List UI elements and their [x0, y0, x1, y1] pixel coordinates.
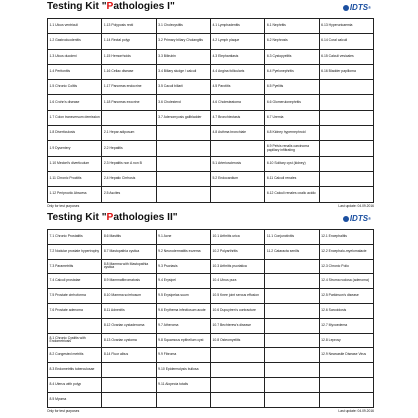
pathology-cell: 3.3 Bilirubin — [156, 49, 210, 64]
pathology-cell: 10.2 Polyarthritis — [210, 244, 264, 259]
pathology-cell: 1.7 Colon transversum demission — [48, 110, 102, 125]
pathology-cell: 1.9 Dysentery — [48, 141, 102, 156]
pathology-cell: 9.1 Acne — [156, 230, 210, 245]
pathology-cell: 6.11 Calculi renales — [265, 171, 319, 186]
pathology-cell: 10.5 Knee joint serous effusion — [210, 289, 264, 304]
pathology-cell: 10.3 Arthritis psoriatica — [210, 259, 264, 274]
pathology-cell: 4.4 Angina follicularis — [210, 64, 264, 79]
pathology-cell: 8.4 Uterus with polyp — [48, 377, 102, 392]
pathology-cell: 10.6 Dupuytren's contracture — [210, 303, 264, 318]
pathology-cell: 8.7 Mastopathia cystica — [102, 244, 156, 259]
empty-cell — [319, 363, 373, 378]
table-row — [48, 289, 374, 304]
pathology-cell: 6.14 Coral calculi — [319, 34, 373, 49]
pathology-cell: 1.10 Meckel's diverticulum — [48, 156, 102, 171]
empty-cell — [265, 303, 319, 318]
pathology-cell: 12.2 Encephalo-myelomalacie — [319, 244, 373, 259]
table-row — [48, 34, 374, 49]
pathology-cell: 6.5 Pyelitis — [265, 80, 319, 95]
pathology-cell: 8.5 Myoma — [48, 392, 102, 407]
pathology-cell: 10.4 Ulnus pura — [210, 274, 264, 289]
idts-logo — [343, 3, 371, 12]
empty-cell — [319, 156, 373, 171]
pathology-cell: 1.6 Crohn's disease — [48, 95, 102, 110]
empty-cell — [319, 110, 373, 125]
empty-cell — [156, 126, 210, 141]
title-text: athologies I" — [113, 1, 175, 12]
pathology-cell: 7.5 Prostate cirrhoforma — [48, 289, 102, 304]
table-row — [48, 95, 374, 110]
sheet-header — [47, 0, 374, 14]
pathology-cell: 9.9 Fibroma — [156, 348, 210, 363]
pathology-cell: 2.2 Hepatitis — [102, 141, 156, 156]
pathology-cell: 3.1 Cholecystitis — [156, 19, 210, 34]
pathology-cell: 6.3 Cystopyelitis — [265, 49, 319, 64]
pathology-cell: 7.3 Parametritis — [48, 259, 102, 274]
pathology-cell: 4.1 Lymphadenitis — [210, 19, 264, 34]
pathology-cell: 12.7 Myxoedema — [319, 318, 373, 333]
table-row — [48, 171, 374, 186]
footer-note: Only for test purposes — [47, 203, 80, 208]
table-row — [48, 110, 374, 125]
table-row — [48, 80, 374, 95]
pathology-cell: 8.13 Ovarian cystoma — [102, 333, 156, 348]
testing-kit-pathologies-i — [47, 0, 374, 209]
empty-cell — [265, 333, 319, 348]
pathology-cell: 1.4 Peritonitis — [48, 64, 102, 79]
pathology-cell: 1.11 Chronic Proctitis — [48, 171, 102, 186]
pathology-cell: 4.3 Elephantiasis — [210, 49, 264, 64]
pathology-cell: 6.2 Nephrosis — [265, 34, 319, 49]
empty-cell — [265, 363, 319, 378]
pathology-cell: 10.8 Osteomyelitis — [210, 333, 264, 348]
empty-cell — [156, 141, 210, 156]
pathology-cell: 9.2 Neurodermatitis eczema — [156, 244, 210, 259]
pathology-cell: 8.11 Adnexitis — [102, 303, 156, 318]
pathology-cell: 9.8 Squamous epithelium cyst — [156, 333, 210, 348]
table-row — [48, 318, 374, 333]
logo-text: IDTS — [349, 214, 369, 223]
pathology-cell: 11.2 Cataracta senilis — [265, 244, 319, 259]
pathology-cell: 9.4 Erysipel — [156, 274, 210, 289]
pathology-cell: 3.6 Cholesterol — [156, 95, 210, 110]
empty-cell — [319, 187, 373, 202]
table-row — [48, 244, 374, 259]
pathology-cell: 2.3 Hepatitis non A non B — [102, 156, 156, 171]
pathology-cell: 8.6 Mastitis — [102, 230, 156, 245]
pathology-cell: 7.2 Nodular prostate hypertrophy — [48, 244, 102, 259]
registered-mark: ® — [368, 216, 371, 221]
empty-cell — [319, 171, 373, 186]
pathology-cell: 1.16 Celiac disease — [102, 64, 156, 79]
pathology-table — [47, 18, 374, 203]
pathology-cell: 8.1 Chronic Cystitis with Endometriosis — [48, 333, 102, 348]
pathology-cell: 4.8 Asthma bronchiale — [210, 126, 264, 141]
table-row — [48, 187, 374, 202]
pathology-cell: 1.14 Rectal polyp — [102, 34, 156, 49]
pathology-cell: 12.4 Struma nodosa (adenoma) — [319, 274, 373, 289]
pathology-cell: 1.5 Chronic Colitis — [48, 80, 102, 95]
pathology-cell: 5.2 Endocardium — [210, 171, 264, 186]
pathology-cell: 1.12 Periproctic Abscess — [48, 187, 102, 202]
empty-cell — [319, 95, 373, 110]
pathology-cell: 2.5 Ascites — [102, 187, 156, 202]
empty-cell — [319, 377, 373, 392]
pathology-cell: 9.3 Psoriasis — [156, 259, 210, 274]
pathology-cell: 3.5 Caculi biliarii — [156, 80, 210, 95]
pathology-table — [47, 229, 374, 408]
empty-cell — [265, 348, 319, 363]
pathology-cell: 7.4 Calculi prostatae — [48, 274, 102, 289]
sheet-title — [47, 0, 175, 14]
pathology-cell: 12.1 Encephalitis — [319, 230, 373, 245]
pathology-cell: 4.2 Lymph plaque — [210, 34, 264, 49]
table-row — [48, 126, 374, 141]
sheet-footer — [47, 203, 374, 209]
empty-cell — [156, 187, 210, 202]
pathology-cell: 8.10 Mamma scirrhosum — [102, 289, 156, 304]
table-row — [48, 363, 374, 378]
empty-cell — [319, 80, 373, 95]
pathology-cell: 6.8 Kidney hypernephroid — [265, 126, 319, 141]
logo-mark-icon — [343, 216, 349, 222]
pathology-cell: 3.2 Primary biliary Cholangitis — [156, 34, 210, 49]
pathology-cell: 6.10 Solitary cyst (kidney) — [265, 156, 319, 171]
pathology-cell: 10.7 Bechterew's disease — [210, 318, 264, 333]
empty-cell — [48, 318, 102, 333]
pathology-cell: 5.1 Arteriosclerosis — [210, 156, 264, 171]
pathology-cell: 12.5 Parkinson's disease — [319, 289, 373, 304]
empty-cell — [210, 348, 264, 363]
pathology-cell: 12.3 Chronic Polio — [319, 259, 373, 274]
sheet-title — [47, 211, 178, 225]
table-row — [48, 19, 374, 34]
pathology-cell: 4.5 Parotitis — [210, 80, 264, 95]
table-row — [48, 156, 374, 171]
pathology-cell: 3.7 Adenomyosis gallbladder — [156, 110, 210, 125]
title-highlight-letter: P — [106, 212, 114, 223]
pathology-cell: 2.1 Hepar adiposum — [102, 126, 156, 141]
empty-cell — [102, 363, 156, 378]
pathology-cell: 1.8 Diverticulosis — [48, 126, 102, 141]
pathology-cell: 6.13 Hyperuricaemia — [319, 19, 373, 34]
pathology-cell: 10.1 Arthritis urica — [210, 230, 264, 245]
pathology-cell: 6.16 Bladder papilloma — [319, 64, 373, 79]
pathology-cell: 8.9 Mammafibromatosis — [102, 274, 156, 289]
table-row — [48, 259, 374, 274]
pathology-cell: 12.6 Sarcoidosis — [319, 303, 373, 318]
table-row — [48, 274, 374, 289]
pathology-cell: 9.6 Erythema infectiosum acute — [156, 303, 210, 318]
pathology-cell: 1.17 Pancreas endocrine — [102, 80, 156, 95]
pathology-cell: 1.18 Pancreas exocrine — [102, 95, 156, 110]
empty-cell — [265, 259, 319, 274]
title-text: Testing Kit " — [47, 1, 107, 12]
pathology-cell: 1.15 Hemorrhoids — [102, 49, 156, 64]
registered-mark: ® — [368, 5, 371, 10]
pathology-cell: 9.7 Atheroma — [156, 318, 210, 333]
pathology-cell: 1.3 Ulcus duodeni — [48, 49, 102, 64]
table-row — [48, 348, 374, 363]
table-row — [48, 141, 374, 156]
pathology-cell: 6.4 Pyelonephritis — [265, 64, 319, 79]
pathology-cell: 9.10 Epidermolysis bullosa — [156, 363, 210, 378]
pathology-cell: 6.6 Glomerulonephritis — [265, 95, 319, 110]
pathology-cell: 6.12 Calculi renales oxalic acidic — [265, 187, 319, 202]
pathology-cell: 12.8 Leprosy — [319, 333, 373, 348]
table-row — [48, 333, 374, 348]
last-update-date: Last update: 04.09.2016 — [338, 408, 374, 413]
title-text: Testing Kit " — [47, 212, 107, 223]
table-row — [48, 303, 374, 318]
empty-cell — [265, 289, 319, 304]
empty-cell — [210, 363, 264, 378]
pathology-cell: 8.3 Endometritis tuberculosae — [48, 363, 102, 378]
pathology-cell: 1.1 Ulcus ventriculi — [48, 19, 102, 34]
empty-cell — [156, 392, 210, 407]
pathology-cell: 7.6 Prostate adenoma — [48, 303, 102, 318]
pathology-cell: 6.15 Calculi vesicales — [319, 49, 373, 64]
pathology-cell: 11.1 Conjunctivitis — [265, 230, 319, 245]
logo-mark-icon — [343, 5, 349, 11]
empty-cell — [319, 126, 373, 141]
table-row — [48, 377, 374, 392]
empty-cell — [156, 171, 210, 186]
sheet-header — [47, 211, 374, 225]
pathology-cell: 1.2 Gastroduodenitis — [48, 34, 102, 49]
empty-cell — [319, 141, 373, 156]
pathology-cell: 3.4 Biliary sludge / calculi — [156, 64, 210, 79]
logo-text: IDTS — [349, 3, 369, 12]
last-update-date: Last update: 04.09.2016 — [338, 203, 374, 208]
empty-cell — [210, 141, 264, 156]
empty-cell — [265, 274, 319, 289]
pathology-cell: 8.2 Congested metritis — [48, 348, 102, 363]
empty-cell — [210, 187, 264, 202]
sheet-footer — [47, 408, 374, 414]
table-row — [48, 64, 374, 79]
table-row — [48, 49, 374, 64]
empty-cell — [265, 377, 319, 392]
pathology-cell: 4.7 Bronchiectasis — [210, 110, 264, 125]
title-text: athologies II" — [113, 212, 178, 223]
pathology-cell: 6.1 Nephritis — [265, 19, 319, 34]
pathology-cell: 6.9 Pelvis renalis carcinoma papillary infiltrating — [265, 141, 319, 156]
pathology-cell: 12.9 Newcastle Disease Virus — [319, 348, 373, 363]
empty-cell — [210, 392, 264, 407]
pathology-cell: 8.8 Mamma with Mastopathia cystica — [102, 259, 156, 274]
empty-cell — [156, 156, 210, 171]
pathology-cell: 7.1 Chronic Prostatitis — [48, 230, 102, 245]
pathology-cell: 9.5 Erysipelas suum — [156, 289, 210, 304]
pathology-cell: 9.11 Alopecia totalis — [156, 377, 210, 392]
table-row — [48, 392, 374, 407]
testing-kit-pathologies-ii — [47, 211, 374, 414]
pathology-cell: 4.6 Cholesteatoma — [210, 95, 264, 110]
empty-cell — [265, 392, 319, 407]
pathology-cell: 8.14 Fluor albus — [102, 348, 156, 363]
empty-cell — [102, 377, 156, 392]
pathology-cell: 8.12 Ovarian cystadenoma — [102, 318, 156, 333]
pathology-cell: 6.7 Uremia — [265, 110, 319, 125]
empty-cell — [102, 110, 156, 125]
title-highlight-letter: P — [106, 1, 114, 12]
footer-note: Only for test purposes — [47, 408, 80, 413]
idts-logo — [343, 214, 371, 223]
empty-cell — [319, 392, 373, 407]
pathology-cell: 2.4 Hepatic Cirrhosis — [102, 171, 156, 186]
empty-cell — [265, 318, 319, 333]
empty-cell — [102, 392, 156, 407]
table-row — [48, 230, 374, 245]
empty-cell — [210, 377, 264, 392]
pathology-cell: 1.13 Polyposis recti — [102, 19, 156, 34]
